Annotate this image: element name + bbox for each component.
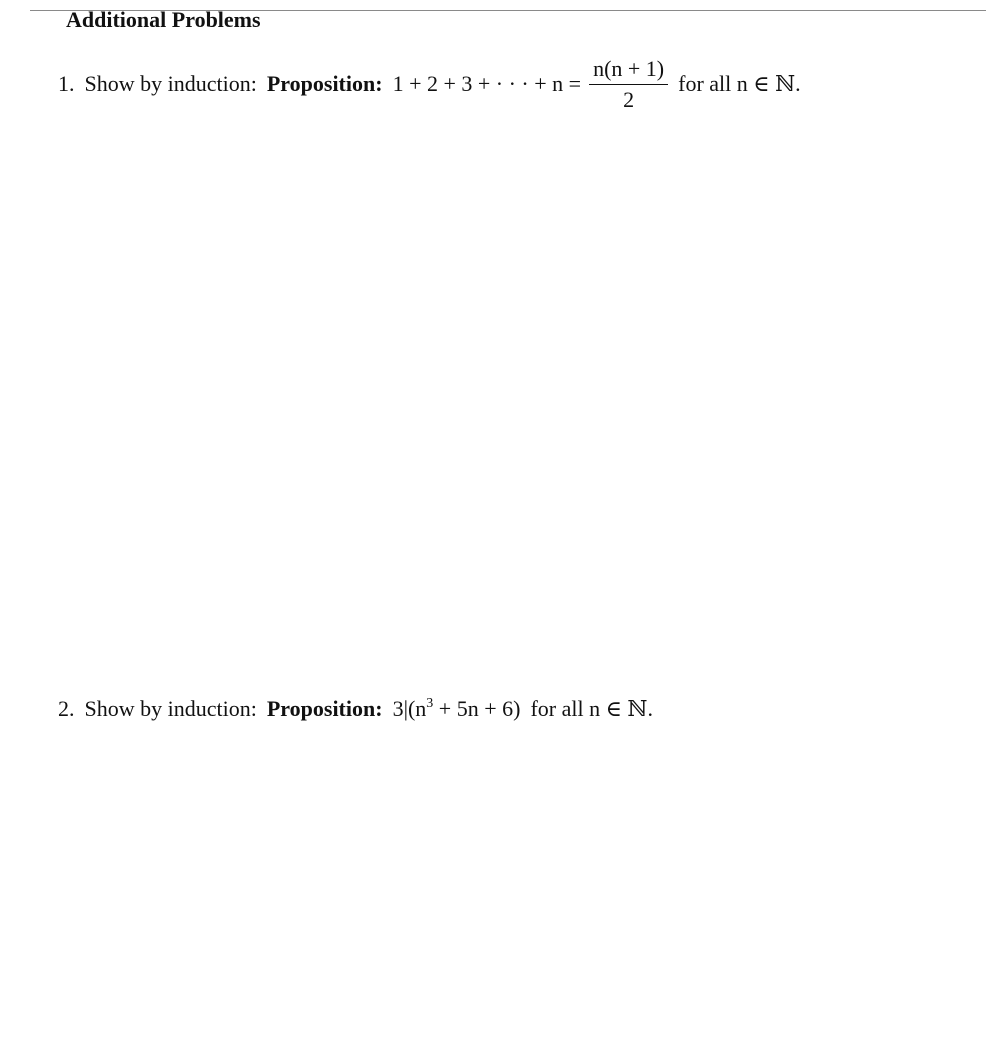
section-title: Additional Problems [66,7,261,32]
divisibility-statement [393,696,521,722]
proposition-label: Proposition: [266,696,383,721]
fraction-numerator: n(n + 1) [593,55,665,81]
problem-lead: Show by induction: [84,696,257,721]
problem-number: 2. [58,696,75,721]
sum-lhs: 1 + 2 + 3 + · · · + n = [392,71,582,96]
fraction [589,56,668,113]
problem-tail: for all n ∈ ℕ. [678,71,801,96]
exponent: 3 [426,696,434,711]
statement-pre: 3|(n [392,696,427,721]
problem-tail: for all n ∈ ℕ. [530,696,653,721]
statement-post: + 5n + 6) [433,696,521,721]
problem-lead: Show by induction: [84,71,257,96]
problem-number: 1. [58,71,75,96]
fraction-denominator: 2 [623,86,635,112]
proposition-label: Proposition: [266,71,383,96]
problem-2 [58,694,653,724]
problem-1 [58,54,801,114]
